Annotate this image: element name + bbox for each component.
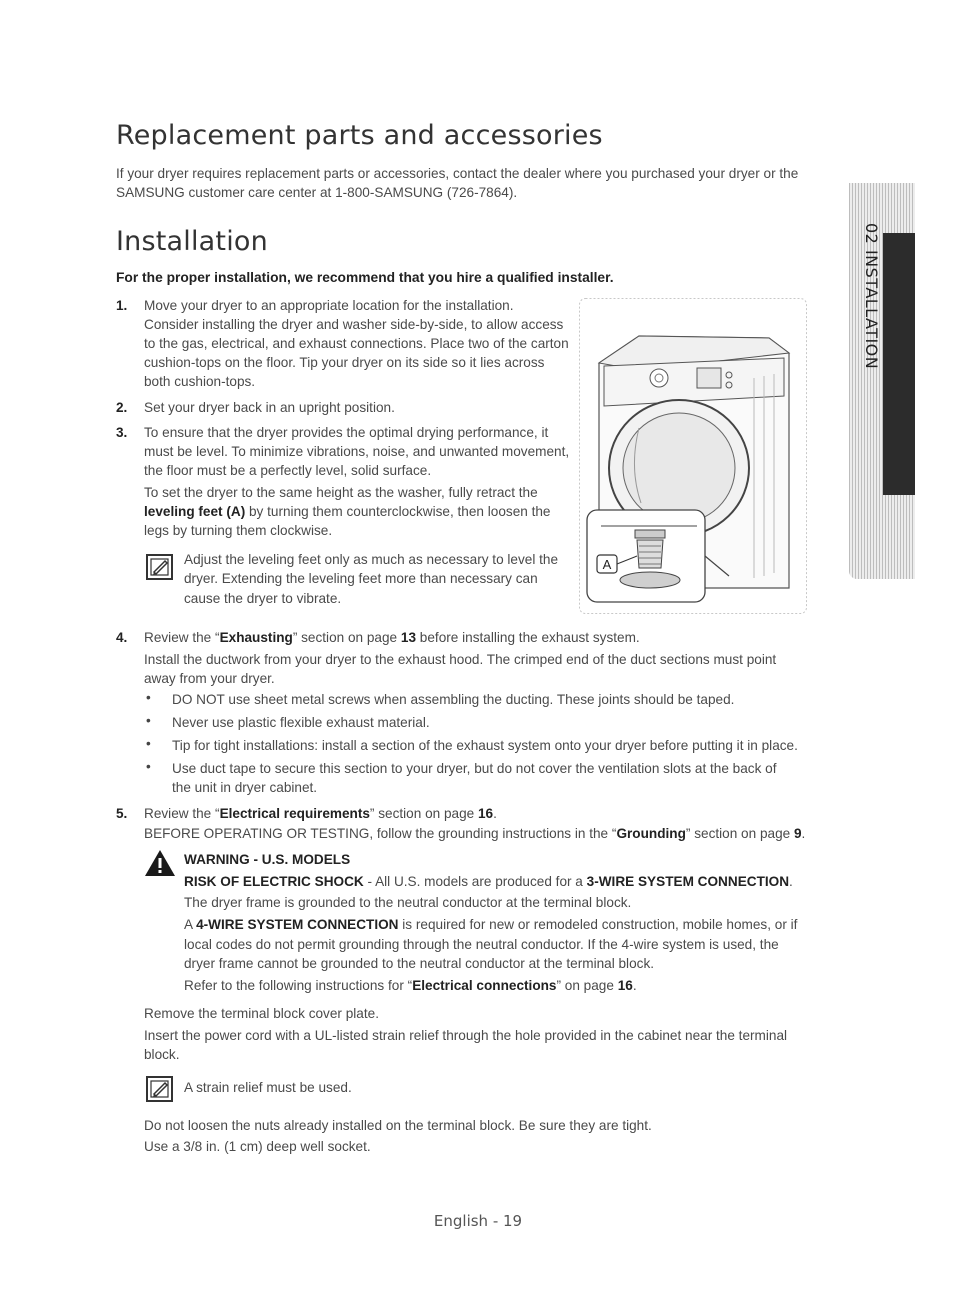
step-3-para2-line: legs by turning them clockwise. — [144, 523, 333, 538]
bullet-dot: • — [146, 713, 151, 728]
step-4-number: 4. — [116, 630, 128, 645]
strain-relief-note: A strain relief must be used. — [184, 1080, 352, 1095]
grounding-ref: Grounding — [616, 826, 686, 841]
step-4-bullet: Tip for tight installations: install a section of the exhaust system onto your dryer before putting it in place. — [172, 738, 798, 753]
exhausting-ref: Exhausting — [219, 630, 293, 645]
step-5-line-1: Review the “Electrical requirements” section on page 16. — [144, 806, 497, 821]
step-1-line: both cushion-tops. — [144, 374, 256, 389]
step-5-line-2: BEFORE OPERATING OR TESTING, follow the grounding instructions in the “Grounding” section on page 9. — [144, 826, 806, 841]
step-3-line: must be level. To minimize vibrations, noise, and unwanted movement, — [144, 444, 570, 459]
replacement-body-line-2: SAMSUNG customer care center at 1-800-SAMSUNG (726-7864). — [116, 185, 518, 200]
electrical-page-ref: 16 — [478, 806, 494, 821]
insert-cord-line: block. — [144, 1047, 180, 1062]
warning-heading: WARNING - U.S. MODELS — [184, 852, 351, 867]
warning-line: local codes do not permit grounding through the neutral conductor. If the 4-wire system is used, the — [184, 937, 779, 952]
leveling-feet-term: leveling feet (A) — [144, 504, 246, 519]
step-4-para-line: Install the ductwork from your dryer to the exhaust hood. The crimped end of the duct sections must point — [144, 652, 777, 667]
note-line: dryer. Extending the leveling feet more than necessary can — [184, 571, 538, 586]
dryer-leveling-illustration — [579, 298, 807, 614]
remove-cover-text: Remove the terminal block cover plate. — [144, 1006, 379, 1021]
four-wire-label: 4-WIRE SYSTEM CONNECTION — [196, 917, 399, 932]
bullet-dot: • — [146, 759, 151, 774]
nuts-text: Do not loosen the nuts already installed on the terminal block. Be sure they are tight. — [144, 1118, 652, 1133]
note-line: Adjust the leveling feet only as much as necessary to level the — [184, 552, 559, 567]
replacement-body-line-1: If your dryer requires replacement parts or accessories, contact the dealer where you purchased your dryer or the — [116, 166, 799, 181]
step-2-number: 2. — [116, 400, 128, 415]
electrical-requirements-ref: Electrical requirements — [219, 806, 370, 821]
step-1-number: 1. — [116, 298, 128, 313]
step-4-line-1: Review the “Exhausting” section on page 13 before installing the exhaust system. — [144, 630, 640, 645]
step-4-para-line: away from your dryer. — [144, 671, 275, 686]
exhausting-page-ref: 13 — [400, 630, 417, 645]
step-4-bullet: Never use plastic flexible exhaust material. — [172, 715, 430, 730]
warning-line: dryer frame cannot be grounded to the neutral conductor at the terminal block. — [184, 956, 655, 971]
electrical-connections-page-ref: 16 — [617, 978, 633, 993]
note-icon — [145, 1074, 175, 1104]
warning-risk-line: RISK OF ELECTRIC SHOCK - All U.S. models are produced for a 3-WIRE SYSTEM CONNECTION. — [184, 874, 793, 889]
step-1-line: cushion-tops on the floor. Tip your dryer on its side so it lies across — [144, 355, 545, 370]
step-3-para2-line: To set the dryer to the same height as the washer, fully retract the — [144, 485, 538, 500]
risk-of-shock-label: RISK OF ELECTRIC SHOCK — [184, 874, 364, 889]
step-1-line: to the gas, electrical, and exhaust connections. Place two of the carton — [144, 336, 569, 351]
chapter-side-tab-label: 02 INSTALLATION — [862, 223, 881, 370]
warning-line: The dryer frame is grounded to the neutral conductor at the terminal block. — [184, 895, 632, 910]
chapter-side-tab — [849, 183, 915, 579]
step-4-bullet: DO NOT use sheet metal screws when assembling the ducting. These joints should be taped. — [172, 692, 735, 707]
bullet-dot: • — [146, 690, 151, 705]
section-title-installation: Installation — [116, 226, 268, 257]
warning-line: A 4-WIRE SYSTEM CONNECTION is required for new or remodeled construction, mobile homes, or if — [184, 917, 798, 932]
note-line: cause the dryer to vibrate. — [184, 591, 342, 606]
warning-line: Refer to the following instructions for “Electrical connections” on page 16. — [184, 978, 637, 993]
step-3-number: 3. — [116, 425, 128, 440]
step-3-line: To ensure that the dryer provides the optimal drying performance, it — [144, 425, 549, 440]
warning-icon — [143, 848, 177, 878]
step-3-line: the floor must be a perfectly level, solid surface. — [144, 463, 432, 478]
step-4-bullet-cont: the unit in dryer cabinet. — [172, 780, 318, 795]
step-1-line: Move your dryer to an appropriate location for the installation. — [144, 298, 514, 313]
step-4-bullet: Use duct tape to secure this section to your dryer, but do not cover the ventilation slots at the back of — [172, 761, 777, 776]
step-5-number: 5. — [116, 806, 128, 821]
insert-cord-line: Insert the power cord with a UL-listed strain relief through the hole provided in the cabinet near the terminal — [144, 1028, 788, 1043]
electrical-connections-ref: Electrical connections — [412, 978, 557, 993]
chapter-side-tab-marker — [883, 233, 915, 495]
page-footer: English - 19 — [433, 1212, 523, 1230]
step-3-para2-line — [144, 502, 551, 522]
three-wire-label: 3-WIRE SYSTEM CONNECTION — [586, 874, 790, 889]
step-2-text: Set your dryer back in an upright position. — [144, 400, 395, 415]
socket-text: Use a 3/8 in. (1 cm) deep well socket. — [144, 1139, 371, 1154]
note-icon — [145, 552, 175, 582]
step-1-line: Consider installing the dryer and washer side-by-side, to allow access — [144, 317, 564, 332]
callout-a-label: A — [602, 557, 612, 572]
grounding-page-ref: 9 — [793, 826, 802, 841]
section-title-replacement: Replacement parts and accessories — [116, 120, 603, 151]
bullet-dot: • — [146, 736, 151, 751]
step-3-para2-text: by turning them counterclockwise, then loosen the — [245, 504, 551, 519]
installation-lead: For the proper installation, we recommend that you hire a qualified installer. — [116, 270, 614, 285]
